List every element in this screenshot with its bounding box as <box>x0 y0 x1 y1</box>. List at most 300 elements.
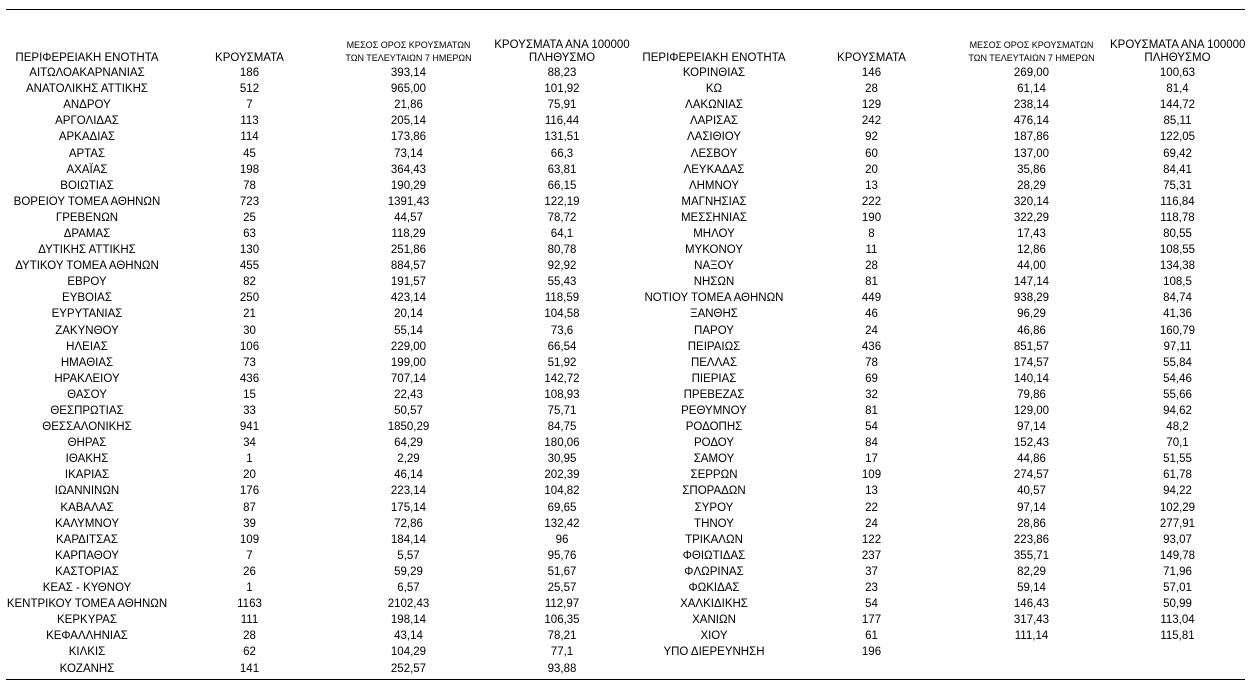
left-per100k-cell: 202,39 <box>544 469 580 482</box>
left-region-cell: ΚΟΖΑΝΗΣ <box>59 662 115 675</box>
right-cases-cell: 242 <box>861 115 882 128</box>
left-per100k-cell: 80,78 <box>547 244 577 257</box>
left-region-cell: ΒΟΡΕΙΟΥ ΤΟΜΕΑ ΑΘΗΝΩΝ <box>13 195 161 208</box>
right-cases-cell: 46 <box>865 308 878 321</box>
right-avg7-cell: 40,57 <box>1017 485 1046 498</box>
left-avg7-cell: 252,57 <box>390 662 427 675</box>
left-region-cell: ΑΝΔΡΟΥ <box>63 99 111 112</box>
right-region-cell: ΣΥΡΟΥ <box>694 501 734 514</box>
left-region-cell: ΚΕΑΣ - ΚΥΘΝΟΥ <box>42 582 132 595</box>
left-cases-cell: 941 <box>239 421 260 434</box>
left-cases-cell: 78 <box>243 179 256 192</box>
left-per100k-cell: 66,3 <box>550 147 574 160</box>
left-region-cell: ΑΡΤΑΣ <box>68 147 106 160</box>
left-avg7-cell: 5,57 <box>397 549 420 562</box>
left-per100k-cell: 96 <box>555 533 569 546</box>
right-cases-cell: 78 <box>865 356 878 369</box>
right-region-cell: ΛΑΡΙΣΑΣ <box>689 115 739 128</box>
left-cases-cell: 113 <box>240 115 259 128</box>
left-avg7-cell: 50,57 <box>394 405 423 418</box>
left-cases-cell: 7 <box>246 549 253 562</box>
right-region-cell: ΡΕΘΥΜΝΟΥ <box>681 405 747 418</box>
left-avg7-cell: 64,29 <box>394 437 423 450</box>
table-row <box>6 612 1245 628</box>
left-region-cell: ΔΡΑΜΑΣ <box>63 227 111 240</box>
header-avg7-line2: ΤΩΝ ΤΕΛΕΥΤΑΙΩΝ 7 ΗΜΕΡΩΝ <box>345 53 472 63</box>
table-row <box>6 467 1245 483</box>
right-avg7-cell <box>953 644 1110 660</box>
right-avg7-cell: 28,29 <box>1017 179 1046 192</box>
right-cases-cell: 81 <box>865 276 878 289</box>
right-avg7-cell: 174,57 <box>1013 356 1050 369</box>
left-region-cell: ΚΕΝΤΡΙΚΟΥ ΤΟΜΕΑ ΑΘΗΝΩΝ <box>6 598 168 611</box>
right-per100k-cell: 100,63 <box>1159 67 1196 80</box>
table-row <box>6 500 1245 516</box>
right-avg7-cell: 317,43 <box>1013 614 1050 627</box>
left-cases-cell: 15 <box>243 388 256 401</box>
right-avg7-cell: 274,57 <box>1013 469 1050 482</box>
bottom-border-line <box>6 679 1245 680</box>
right-region-cell: ΠΕΙΡΑΙΩΣ <box>687 340 741 353</box>
right-region-cell: ΛΕΣΒΟΥ <box>690 147 738 160</box>
left-cases-cell: 21 <box>243 308 256 321</box>
right-cases-cell: 81 <box>865 405 878 418</box>
right-per100k-cell: 149,78 <box>1159 549 1196 562</box>
right-region-cell: ΠΙΕΡΙΑΣ <box>691 372 737 385</box>
right-avg7-cell: 355,71 <box>1013 549 1050 562</box>
right-cases-cell: 17 <box>865 453 878 466</box>
left-per100k-cell: 30,95 <box>547 453 577 466</box>
table-row <box>6 129 1245 145</box>
right-cases-cell <box>790 660 953 676</box>
header-cases-left: ΚΡΟΥΣΜΑΤΑ <box>215 52 284 64</box>
right-cases-cell: 11 <box>865 244 878 257</box>
left-region-cell: ΚΑΛΥΜΝΟΥ <box>55 517 119 530</box>
table-row <box>6 596 1245 612</box>
right-cases-cell: 109 <box>861 469 882 482</box>
right-cases-cell: 222 <box>861 195 882 208</box>
right-cases-cell: 177 <box>861 614 882 627</box>
left-cases-cell: 30 <box>243 324 256 337</box>
table-row <box>6 226 1245 242</box>
left-region-cell: ΙΚΑΡΙΑΣ <box>64 469 110 482</box>
left-per100k-cell: 75,71 <box>547 405 577 418</box>
right-per100k-cell: 75,31 <box>1163 179 1192 192</box>
left-region-cell: ΚΑΡΔΙΤΣΑΣ <box>56 533 118 546</box>
right-region-cell: ΤΗΝΟΥ <box>694 517 734 530</box>
table-row <box>6 628 1245 644</box>
left-avg7-cell: 198,14 <box>390 614 427 627</box>
right-per100k-cell <box>1110 644 1245 660</box>
header-per100k-left <box>486 34 638 65</box>
cases-table <box>6 34 1245 677</box>
right-per100k-cell: 94,22 <box>1163 485 1192 498</box>
left-avg7-cell: 21,86 <box>394 99 423 112</box>
left-per100k-cell: 66,15 <box>547 179 577 192</box>
right-per100k-cell <box>1110 660 1245 676</box>
left-region-cell: ΚΕΦΑΛΛΗΝΙΑΣ <box>46 630 128 643</box>
right-region-cell: ΛΕΥΚΑΔΑΣ <box>683 163 745 176</box>
table-row <box>6 323 1245 339</box>
right-region-cell: ΛΗΜΝΟΥ <box>688 179 740 192</box>
left-per100k-cell: 73,6 <box>550 324 574 337</box>
left-region-cell: ΑΧΑΪΑΣ <box>66 163 108 176</box>
left-cases-cell: 73 <box>243 356 256 369</box>
left-cases-cell: 512 <box>239 83 260 96</box>
table-row <box>6 97 1245 113</box>
left-per100k-cell: 122,19 <box>544 195 580 208</box>
right-region-cell: ΠΡΕΒΕΖΑΣ <box>683 388 745 401</box>
right-per100k-cell: 51,55 <box>1163 453 1192 466</box>
left-per100k-cell: 51,92 <box>547 356 577 369</box>
left-cases-cell: 28 <box>243 630 256 643</box>
left-per100k-cell: 55,43 <box>547 276 577 289</box>
right-avg7-cell: 146,43 <box>1013 598 1050 611</box>
table-row <box>6 65 1245 81</box>
left-avg7-cell: 393,14 <box>390 67 427 80</box>
right-cases-cell: 54 <box>865 598 878 611</box>
right-cases-cell: 13 <box>865 485 878 498</box>
left-avg7-cell: 173,86 <box>390 131 427 144</box>
left-region-cell: ΑΡΚΑΔΙΑΣ <box>58 131 116 144</box>
left-region-cell: ΙΩΑΝΝΙΝΩΝ <box>54 485 120 498</box>
left-cases-cell: 26 <box>243 565 256 578</box>
left-avg7-cell: 423,14 <box>390 292 427 305</box>
right-region-cell: ΠΕΛΛΑΣ <box>690 356 738 369</box>
right-per100k-cell: 41,36 <box>1163 308 1192 321</box>
right-per100k-cell: 160,79 <box>1159 324 1196 337</box>
right-avg7-cell: 129,00 <box>1013 405 1050 418</box>
right-avg7-cell: 476,14 <box>1013 115 1050 128</box>
left-region-cell: ΒΟΙΩΤΙΑΣ <box>60 179 114 192</box>
right-cases-cell: 436 <box>861 340 882 353</box>
header-per100k-line2: ΠΛΗΘΥΣΜΟ <box>1144 52 1211 64</box>
right-per100k-cell: 144,72 <box>1159 99 1196 112</box>
table-row <box>6 435 1245 451</box>
right-avg7-cell: 137,00 <box>1013 147 1050 160</box>
left-per100k-cell: 75,91 <box>547 99 577 112</box>
table-row <box>6 564 1245 580</box>
left-cases-cell: 723 <box>239 195 260 208</box>
left-per100k-cell: 112,97 <box>544 598 580 611</box>
table-row <box>6 145 1245 161</box>
left-cases-cell: 39 <box>243 517 256 530</box>
right-avg7-cell: 238,14 <box>1013 99 1050 112</box>
left-per100k-cell: 118,59 <box>544 292 580 305</box>
right-region-cell: ΠΑΡΟΥ <box>694 324 734 337</box>
left-avg7-cell: 175,14 <box>390 501 427 514</box>
left-cases-cell: 130 <box>239 244 260 257</box>
left-per100k-cell: 63,81 <box>547 163 577 176</box>
left-avg7-cell: 55,14 <box>394 324 423 337</box>
table-row <box>6 242 1245 258</box>
right-avg7-cell: 44,00 <box>1017 260 1046 273</box>
left-cases-cell: 20 <box>243 469 256 482</box>
left-per100k-cell: 92,92 <box>547 260 577 273</box>
left-per100k-cell: 51,67 <box>547 565 577 578</box>
right-per100k-cell: 69,42 <box>1163 147 1192 160</box>
right-region-cell: ΚΟΡΙΝΘΙΑΣ <box>682 67 746 80</box>
left-avg7-cell: 44,57 <box>394 211 423 224</box>
right-region-cell: ΝΗΣΩΝ <box>693 276 735 289</box>
right-avg7-cell: 152,43 <box>1013 437 1050 450</box>
right-region-cell: ΜΥΚΟΝΟΥ <box>684 244 744 257</box>
left-avg7-cell: 6,57 <box>397 582 420 595</box>
left-cases-cell: 7 <box>246 99 253 112</box>
right-region-cell: ΤΡΙΚΑΛΩΝ <box>685 533 743 546</box>
right-per100k-cell: 54,46 <box>1163 372 1192 385</box>
right-per100k-cell: 94,62 <box>1163 405 1192 418</box>
left-cases-cell: 1163 <box>237 598 262 611</box>
left-avg7-cell: 43,14 <box>394 630 423 643</box>
right-region-cell: ΧΑΛΚΙΔΙΚΗΣ <box>680 598 748 611</box>
left-per100k-cell: 78,72 <box>547 211 577 224</box>
right-region-cell: ΝΑΞΟΥ <box>694 260 734 273</box>
left-region-cell: ΘΕΣΠΡΩΤΙΑΣ <box>50 405 124 418</box>
left-avg7-cell: 73,14 <box>394 147 423 160</box>
right-cases-cell: 20 <box>865 163 878 176</box>
cases-spreadsheet <box>6 34 1245 677</box>
table-row <box>6 644 1245 660</box>
right-cases-cell: 22 <box>865 501 878 514</box>
left-cases-cell: 176 <box>239 485 260 498</box>
right-avg7-cell: 111,14 <box>1014 630 1049 643</box>
right-per100k-cell: 277,91 <box>1159 517 1196 530</box>
left-region-cell: ΘΑΣΟΥ <box>67 388 107 401</box>
right-per100k-cell: 93,07 <box>1163 533 1192 546</box>
right-per100k-cell: 57,01 <box>1163 582 1192 595</box>
right-per100k-cell: 55,66 <box>1163 388 1192 401</box>
left-avg7-cell: 59,29 <box>394 565 423 578</box>
left-region-cell: ΚΑΒΑΛΑΣ <box>60 501 114 514</box>
left-per100k-cell: 66,54 <box>547 340 577 353</box>
right-region-cell: ΣΠΟΡΑΔΩΝ <box>682 485 746 498</box>
right-per100k-cell: 97,11 <box>1163 340 1192 353</box>
right-avg7-cell: 97,14 <box>1017 501 1046 514</box>
right-per100k-cell: 80,55 <box>1163 227 1192 240</box>
table-row <box>6 113 1245 129</box>
left-avg7-cell: 1850,29 <box>387 421 430 434</box>
table-row <box>6 290 1245 306</box>
table-row <box>6 451 1245 467</box>
right-avg7-cell: 46,86 <box>1017 324 1046 337</box>
left-cases-cell: 34 <box>243 437 256 450</box>
right-cases-cell: 61 <box>865 630 878 643</box>
table-row <box>6 548 1245 564</box>
left-cases-cell: 111 <box>240 614 259 627</box>
left-region-cell: ΖΑΚΥΝΘΟΥ <box>55 324 119 337</box>
left-per100k-cell: 88,23 <box>547 67 577 80</box>
header-per100k-line1: ΚΡΟΥΣΜΑΤΑ ΑΝΑ 100000 <box>494 39 630 51</box>
left-cases-cell: 62 <box>243 646 256 659</box>
right-per100k-cell: 134,38 <box>1159 260 1196 273</box>
right-per100k-cell: 70,1 <box>1166 437 1189 450</box>
right-cases-cell: 84 <box>865 437 878 450</box>
header-avg7-right <box>953 34 1110 65</box>
right-region-cell: ΧΙΟΥ <box>700 630 728 643</box>
right-region-cell: ΥΠΟ ΔΙΕΡΕΥΝΗΣΗ <box>663 646 765 659</box>
table-body <box>6 65 1245 677</box>
left-region-cell: ΚΙΛΚΙΣ <box>68 646 106 659</box>
left-per100k-cell: 64,1 <box>550 227 574 240</box>
table-row <box>6 532 1245 548</box>
right-per100k-cell: 48,2 <box>1166 421 1189 434</box>
left-cases-cell: 250 <box>239 292 260 305</box>
left-avg7-cell: 2102,43 <box>387 598 430 611</box>
left-region-cell: ΚΕΡΚΥΡΑΣ <box>57 614 117 627</box>
right-region-cell: ΦΘΙΩΤΙΔΑΣ <box>682 549 746 562</box>
right-avg7-cell: 35,86 <box>1017 163 1046 176</box>
left-per100k-cell: 106,35 <box>544 614 580 627</box>
right-cases-cell: 37 <box>865 565 878 578</box>
table-row <box>6 419 1245 435</box>
left-per100k-cell: 101,92 <box>544 83 580 96</box>
right-cases-cell: 190 <box>861 211 882 224</box>
left-avg7-cell: 22,43 <box>394 388 423 401</box>
right-per100k-cell: 115,81 <box>1160 630 1195 643</box>
left-region-cell: ΓΡΕΒΕΝΩΝ <box>55 211 119 224</box>
right-avg7-cell: 82,29 <box>1017 565 1046 578</box>
left-avg7-cell: 72,86 <box>394 517 423 530</box>
right-region-cell: ΛΑΣΙΘΙΟΥ <box>686 131 742 144</box>
left-region-cell: ΑΡΓΟΛΙΔΑΣ <box>55 115 119 128</box>
top-border-line <box>6 9 1245 10</box>
left-avg7-cell: 205,14 <box>390 115 427 128</box>
left-per100k-cell: 84,75 <box>547 421 577 434</box>
table-row <box>6 274 1245 290</box>
table-row <box>6 81 1245 97</box>
right-avg7-cell: 187,86 <box>1013 131 1050 144</box>
left-cases-cell: 1 <box>246 582 253 595</box>
header-per100k-line1: ΚΡΟΥΣΜΑΤΑ ΑΝΑ 100000 <box>1110 39 1246 51</box>
left-avg7-cell: 104,29 <box>390 646 427 659</box>
right-cases-cell: 196 <box>861 646 882 659</box>
left-per100k-cell: 142,72 <box>544 372 580 385</box>
left-avg7-cell: 20,14 <box>394 308 423 321</box>
right-region-cell: ΜΑΓΝΗΣΙΑΣ <box>681 195 747 208</box>
header-per100k-line2: ΠΛΗΘΥΣΜΟ <box>528 52 596 64</box>
table-row <box>6 194 1245 210</box>
left-cases-cell: 186 <box>239 67 260 80</box>
table-row <box>6 403 1245 419</box>
right-per100k-cell: 61,78 <box>1163 469 1192 482</box>
right-avg7-cell: 44,86 <box>1017 453 1046 466</box>
left-avg7-cell: 251,86 <box>390 244 427 257</box>
right-region-cell: ΡΟΔΟΠΗΣ <box>685 421 743 434</box>
right-cases-cell: 32 <box>865 388 878 401</box>
left-avg7-cell: 118,29 <box>391 227 426 240</box>
right-cases-cell: 28 <box>865 260 878 273</box>
table-row <box>6 387 1245 403</box>
table-row <box>6 210 1245 226</box>
left-avg7-cell: 2,29 <box>397 453 420 466</box>
left-region-cell: ΗΡΑΚΛΕΙΟΥ <box>54 372 120 385</box>
right-per100k-cell: 81,4 <box>1166 83 1189 96</box>
right-region-cell: ΜΗΛΟΥ <box>693 227 735 240</box>
left-per100k-cell: 132,42 <box>544 517 580 530</box>
right-avg7-cell <box>953 660 1110 676</box>
left-avg7-cell: 223,14 <box>390 485 427 498</box>
table-row <box>6 306 1245 322</box>
right-avg7-cell: 322,29 <box>1013 211 1050 224</box>
right-cases-cell: 8 <box>868 227 875 240</box>
left-cases-cell: 109 <box>239 533 260 546</box>
right-per100k-cell: 84,41 <box>1163 163 1192 176</box>
right-region-cell: ΧΑΝΙΩΝ <box>692 614 736 627</box>
left-per100k-cell: 104,58 <box>544 308 580 321</box>
left-per100k-cell: 95,76 <box>547 549 577 562</box>
table-row <box>6 162 1245 178</box>
left-cases-cell: 198 <box>239 163 260 176</box>
right-per100k-cell: 113,04 <box>1160 614 1195 627</box>
right-per100k-cell: 85,11 <box>1163 115 1192 128</box>
left-region-cell: ΑΙΤΩΛΟΑΚΑΡΝΑΝΙΑΣ <box>29 67 145 80</box>
right-region-cell: ΣΑΜΟΥ <box>693 453 735 466</box>
left-cases-cell: 141 <box>239 662 260 675</box>
table-row <box>6 580 1245 596</box>
table-row <box>6 339 1245 355</box>
right-avg7-cell: 79,86 <box>1017 388 1046 401</box>
left-region-cell: ΑΝΑΤΟΛΙΚΗΣ ΑΤΤΙΚΗΣ <box>25 83 148 96</box>
right-cases-cell: 69 <box>865 372 878 385</box>
right-cases-cell: 13 <box>865 179 878 192</box>
left-region-cell: ΔΥΤΙΚΟΥ ΤΟΜΕΑ ΑΘΗΝΩΝ <box>15 260 159 273</box>
left-cases-cell: 82 <box>243 276 256 289</box>
left-per100k-cell: 77,1 <box>550 646 574 659</box>
left-cases-cell: 45 <box>243 147 256 160</box>
header-region-right: ΠΕΡΙΦΕΡΕΙΑΚΗ ΕΝΟΤΗΤΑ <box>642 52 786 64</box>
right-per100k-cell: 118,78 <box>1160 211 1195 224</box>
right-region-cell: ΡΟΔΟΥ <box>693 437 735 450</box>
table-row <box>6 178 1245 194</box>
left-avg7-cell: 190,29 <box>390 179 427 192</box>
right-per100k-cell: 108,5 <box>1163 276 1192 289</box>
left-per100k-cell: 104,82 <box>544 485 580 498</box>
left-per100k-cell: 93,88 <box>547 662 577 675</box>
left-avg7-cell: 364,43 <box>390 163 427 176</box>
right-region-cell: ΦΩΚΙΔΑΣ <box>688 582 740 595</box>
left-per100k-cell: 116,44 <box>544 115 580 128</box>
right-avg7-cell: 140,14 <box>1013 372 1050 385</box>
right-cases-cell: 60 <box>865 147 878 160</box>
left-per100k-cell: 131,51 <box>544 131 580 144</box>
table-row <box>6 258 1245 274</box>
right-avg7-cell: 851,57 <box>1013 340 1050 353</box>
right-cases-cell: 28 <box>865 83 878 96</box>
right-per100k-cell: 55,84 <box>1163 356 1192 369</box>
header-region-left: ΠΕΡΙΦΕΡΕΙΑΚΗ ΕΝΟΤΗΤΑ <box>15 52 159 64</box>
left-region-cell: ΚΑΣΤΟΡΙΑΣ <box>55 565 119 578</box>
right-cases-cell: 54 <box>865 421 878 434</box>
left-region-cell: ΚΑΡΠΑΘΟΥ <box>55 549 119 562</box>
right-per100k-cell: 50,99 <box>1163 598 1192 611</box>
left-avg7-cell: 184,14 <box>390 533 427 546</box>
table-row <box>6 355 1245 371</box>
header-row <box>6 34 1245 65</box>
left-cases-cell: 63 <box>243 227 256 240</box>
left-cases-cell: 114 <box>240 131 259 144</box>
right-avg7-cell: 938,29 <box>1013 292 1050 305</box>
right-cases-cell: 24 <box>865 517 878 530</box>
table-row <box>6 660 1245 676</box>
left-avg7-cell: 707,14 <box>390 372 427 385</box>
left-region-cell: ΕΥΒΟΙΑΣ <box>62 292 112 305</box>
right-region-cell: ΛΑΚΩΝΙΑΣ <box>685 99 743 112</box>
right-cases-cell: 449 <box>861 292 882 305</box>
left-avg7-cell: 199,00 <box>390 356 427 369</box>
left-avg7-cell: 191,57 <box>390 276 427 289</box>
left-region-cell: ΗΜΑΘΙΑΣ <box>60 356 114 369</box>
